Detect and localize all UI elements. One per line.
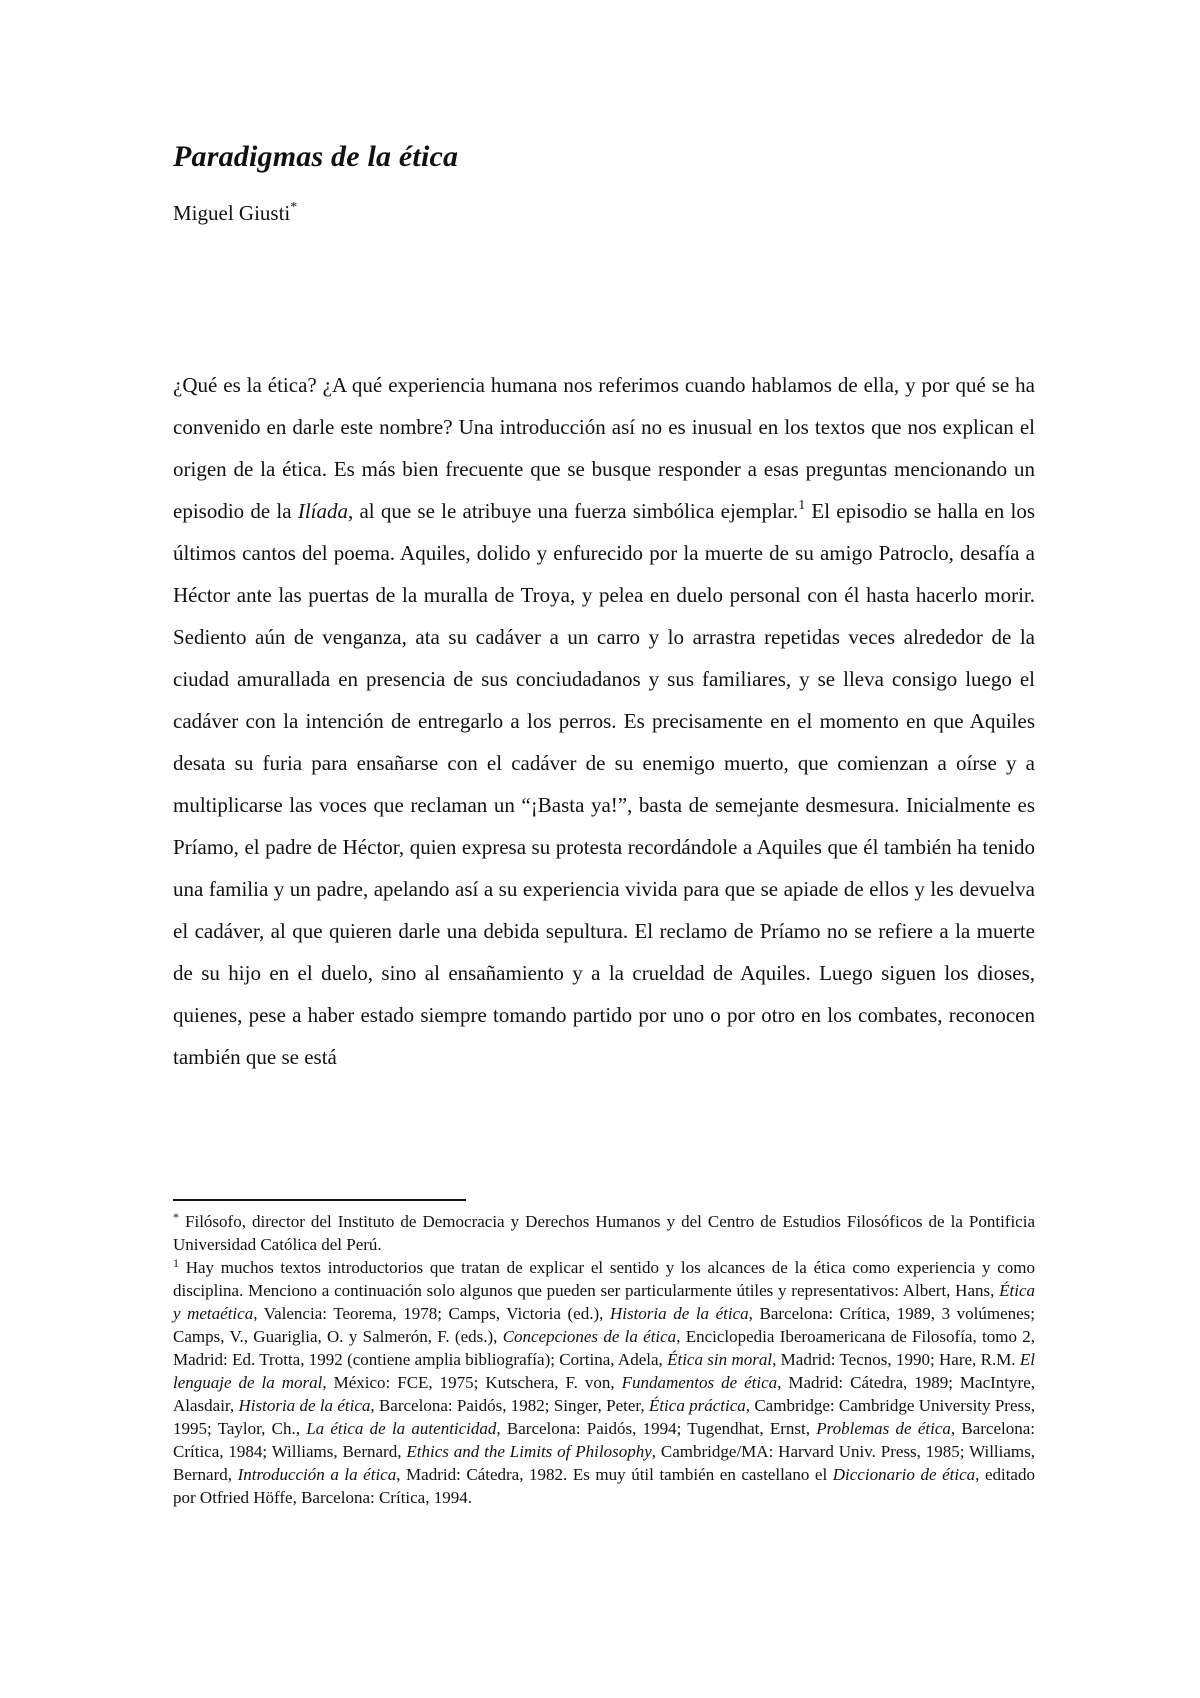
italic-text: Ethics and the Limits of Philosophy (406, 1442, 652, 1461)
text-run: , Barcelona: Paidós, 1994; Tugendhat, Ernst, (496, 1419, 817, 1438)
text-run: , Barcelona: Crítica, 1984; Williams, Bernard, (173, 1419, 1035, 1461)
footnote (173, 1256, 1035, 1509)
italic-text: Historia de la ética (238, 1396, 371, 1415)
author-name: Miguel Giusti (173, 201, 291, 225)
italic-text: Fundamentos de ética (621, 1373, 778, 1392)
author-footnote-mark: * (290, 200, 298, 215)
text-run: , editado por Otfried Höffe, Barcelona: Crítica, 1994. (173, 1465, 1035, 1507)
italic-text: Ética sin moral (667, 1350, 773, 1369)
italic-text: Ética y metaética (173, 1281, 1035, 1323)
text-run: , Madrid: Tecnos, 1990; Hare, R.M. (772, 1350, 1020, 1369)
page-title: Paradigmas de la ética (173, 140, 459, 173)
text-run: , Cambridge: Cambridge University Press, 1995; Taylor, Ch., (173, 1396, 1035, 1438)
italic-text: Problemas de ética (816, 1419, 951, 1438)
footnotes (173, 1210, 1035, 1509)
italic-text: Diccionario de ética (832, 1465, 976, 1484)
text-run: El episodio se halla en los últimos cantos del poema. Aquiles, dolido y enfurecido por la muerte de su amigo Patroclo, desafía a Héctor ante las puertas de la muralla de Troya, y pelea en duelo personal con él hasta hacerlo morir. Sediento aún de venganza, ata su cadáver a un carro y lo arrastra repetidas veces alrededor de la ciudad amurallada en presencia de sus conciudadanos y sus familiares, y se lleva consigo luego el cadáver con la intención de entregarlo a los perros. Es precisamente en el momento en que Aquiles desata su furia para ensañarse con el cadáver de su enemigo muerto, que comienzan a oírse y a multiplicarse las voces que reclaman un “¡Basta ya!”, basta de semejante desmesura. Inicialmente es Príamo, el padre de Héctor, quien expresa su protesta recordándole a Aquiles que él también ha tenido una familia y un padre, apelando así a su experiencia vivida para que se apiade de ellos y les devuelva el cadáver, al que quieren darle una debida sepultura. El reclamo de Príamo no se refiere a la muerte de su hijo en el duelo, sino al ensañamiento y a la crueldad de Aquiles. Luego siguen los dioses, quienes, pese a haber estado siempre tomando partido por uno o por otro en los combates, reconocen también que se está (173, 499, 1035, 1069)
text-run: , México: FCE, 1975; Kutschera, F. von, (322, 1373, 622, 1392)
italic-text: Historia de la ética (609, 1304, 749, 1323)
text-run: , Barcelona: Paidós, 1982; Singer, Peter, (370, 1396, 649, 1415)
text-run: ¿Qué es la ética? ¿A qué experiencia humana nos referimos cuando hablamos de ella, y por qué se ha convenido en darle este nombre? Una introducción así no es inusual en los textos que nos explican el origen de la ética. Es más bien frecuente que se busque responder a esas preguntas mencionando un episodio de la (173, 373, 1035, 523)
text-run: , Cambridge/MA: Harvard Univ. Press, 1985; Williams, Bernard, (173, 1442, 1035, 1484)
footnote-ref: 1 (798, 498, 806, 513)
text-run: Filósofo, director del Instituto de Democracia y Derechos Humanos y del Centro de Estudios Filosóficos de la Pontificia Universidad Católica del Perú. (173, 1212, 1035, 1254)
italic-text: Introducción a la ética (237, 1465, 397, 1484)
text-run: , Madrid: Cátedra, 1982. Es muy útil también en castellano el (396, 1465, 833, 1484)
text-run: , Enciclopedia Iberoamericana de Filosofía, tomo 2, Madrid: Ed. Trotta, 1992 (contiene amplia bibliografía); Cortina, Adela, (173, 1327, 1035, 1369)
text-run: , Madrid: Cátedra, 1989; MacIntyre, Alasdair, (173, 1373, 1035, 1415)
body-paragraph (173, 364, 1035, 1078)
footnote (173, 1210, 1035, 1256)
italic-text: Concepciones de la ética (502, 1327, 677, 1346)
italic-text: Ética práctica (648, 1396, 746, 1415)
footnote-ref: 1 (173, 1256, 179, 1270)
body-text (173, 364, 1035, 1078)
footnote-separator (173, 1199, 466, 1201)
text-run: , al que se le atribuye una fuerza simbólica ejemplar. (348, 499, 799, 523)
text-run: Hay muchos textos introductorios que tratan de explicar el sentido y los alcances de la ética como experiencia y como disciplina. Menciono a continuación solo algunos que pueden ser particularmente útiles y representativos: Albert, Hans, (173, 1258, 1035, 1300)
footnote-ref: * (173, 1210, 179, 1224)
text-run: , Valencia: Teorema, 1978; Camps, Victoria (ed.), (253, 1304, 610, 1323)
text-run: , Barcelona: Crítica, 1989, 3 volúmenes; Camps, V., Guariglia, O. y Salmerón, F. (eds.), (173, 1304, 1036, 1346)
italic-text: Ilíada (297, 499, 348, 523)
italic-text: El lenguaje de la moral (173, 1350, 1035, 1392)
author-line (173, 201, 297, 226)
italic-text: La ética de la autenticidad (306, 1419, 497, 1438)
